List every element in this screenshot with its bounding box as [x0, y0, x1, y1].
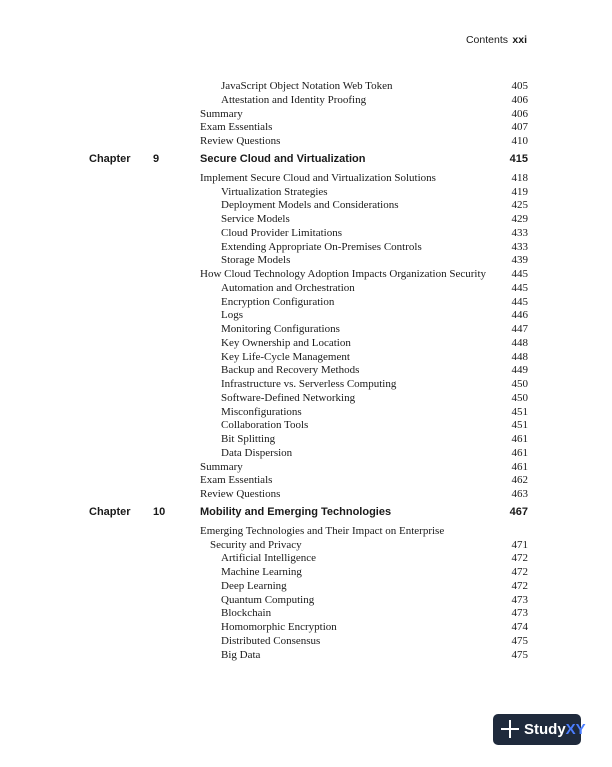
toc-entry [0, 474, 612, 488]
toc-entry [0, 172, 612, 186]
toc-entry-title: Exam Essentials [200, 474, 273, 487]
chapter-label: Chapter [89, 505, 131, 518]
toc-entry [0, 254, 612, 268]
studyxy-watermark-badge [493, 714, 586, 745]
toc-entry [0, 488, 612, 502]
toc-entry-page: 474 [511, 621, 528, 633]
toc-entry [0, 419, 612, 433]
toc-entry-title: Key Life-Cycle Management [221, 350, 350, 363]
toc-entry [0, 241, 612, 255]
toc-entry-page: 433 [511, 240, 528, 253]
toc-entry-title: Monitoring Configurations [221, 323, 340, 335]
toc-entry-page: 407 [511, 121, 528, 134]
toc-entry [0, 309, 612, 323]
toc-entry [0, 392, 612, 406]
running-head-title: Contents [465, 34, 508, 46]
toc-entry-page: 472 [511, 579, 528, 592]
toc-entry-page: 439 [511, 254, 528, 267]
toc-entry-page: 445 [511, 281, 528, 294]
toc-entry-title: Emerging Technologies and Their Impact on Enterprise [200, 524, 445, 537]
toc-entry-title: Deep Learning [221, 579, 287, 592]
toc-entry-page: 475 [511, 634, 528, 647]
toc-entry [0, 108, 612, 122]
toc-entry [0, 94, 612, 108]
toc-entry-title: Summary [200, 460, 243, 473]
toc-entry [0, 539, 612, 553]
toc-entry-page: 429 [511, 213, 528, 225]
toc-entry-title: How Cloud Technology Adoption Impacts Organization Security [200, 268, 487, 280]
toc-entry-title: Review Questions [200, 135, 281, 147]
toc-entry-title: Misconfigurations [221, 405, 302, 418]
toc-entry [0, 227, 612, 241]
toc-entry [0, 296, 612, 310]
toc-entry-page: 425 [511, 199, 528, 212]
toc-entry [0, 135, 612, 149]
toc-entry [0, 323, 612, 337]
toc-entry-page: 445 [511, 295, 528, 308]
running-head [0, 34, 612, 48]
toc-entry-title: Blockchain [221, 607, 272, 620]
toc-entry-page: 451 [511, 419, 528, 432]
toc-entry-title: Key Ownership and Location [221, 336, 351, 349]
toc-entry-page: 472 [511, 552, 528, 565]
toc-entry-page: 471 [511, 538, 528, 551]
toc-entry-title: Machine Learning [221, 566, 302, 578]
toc-entry-page: 450 [511, 378, 528, 390]
toc-entry-title: Big Data [221, 648, 261, 661]
toc-entry-page: 461 [511, 460, 528, 473]
toc-entry [0, 607, 612, 621]
toc-entry [0, 552, 612, 566]
toc-entry-title: Automation and Orchestration [221, 281, 355, 294]
toc-entry [0, 199, 612, 213]
toc-entry [0, 461, 612, 475]
toc-entry-page: 448 [511, 350, 528, 363]
toc-entry-page: 462 [511, 474, 528, 487]
toc-entry-title: Implement Secure Cloud and Virtualization Solutions [200, 171, 436, 184]
toc-entry [0, 282, 612, 296]
toc-entry-page: 473 [511, 607, 528, 620]
toc-entry-page: 418 [511, 171, 528, 184]
chapter-number: 9 [153, 152, 160, 165]
chapter-number: 10 [153, 505, 166, 518]
toc-entry-title: Data Dispersion [221, 446, 293, 459]
toc-entry [0, 594, 612, 608]
toc-entry-title: Security and Privacy [210, 538, 302, 551]
toc-entry [0, 378, 612, 392]
toc-entry-page: 447 [511, 323, 528, 335]
toc-entry-page: 472 [511, 566, 528, 578]
toc-entry [0, 635, 612, 649]
toc-entry [0, 433, 612, 447]
chapter-9-heading [0, 150, 612, 169]
toc-entry [0, 566, 612, 580]
toc-entry-title: Virtualization Strategies [221, 185, 328, 198]
toc-entry-page: 419 [511, 185, 528, 198]
toc-entry-title: Collaboration Tools [221, 419, 309, 432]
toc-entry-page: 451 [511, 405, 528, 418]
toc-entry-page: 433 [511, 226, 528, 239]
chapter-title: Secure Cloud and Virtualization [200, 152, 366, 165]
toc-entry-title: Deployment Models and Considerations [221, 199, 399, 212]
toc-entry [0, 621, 612, 635]
toc-entry-page: 463 [511, 488, 528, 500]
badge-brand [524, 721, 586, 738]
chapter-label: Chapter [89, 152, 131, 165]
toc-entry-page: 445 [511, 268, 528, 280]
toc-entry-title: Summary [200, 107, 243, 120]
badge-brand-main: Study [524, 721, 566, 738]
toc-entry-page: 405 [511, 80, 528, 92]
toc-entry [0, 364, 612, 378]
toc-entry [0, 80, 612, 94]
toc-entry [0, 525, 612, 539]
toc-entry [0, 406, 612, 420]
chapter-10-entries [0, 525, 612, 663]
toc-entry [0, 649, 612, 663]
toc-entry [0, 580, 612, 594]
toc-entry-page: 406 [511, 93, 528, 106]
chapter-10-heading [0, 503, 612, 522]
toc-entry-title: Artificial Intelligence [221, 552, 316, 565]
chapter-page: 415 [509, 152, 528, 165]
toc-entry-title: Exam Essentials [200, 121, 273, 134]
toc-entry-title: Extending Appropriate On-Premises Controls [221, 240, 422, 253]
toc-entry-title: JavaScript Object Notation Web Token [221, 80, 393, 92]
toc-entry-title: Software-Defined Networking [221, 391, 356, 404]
toc-entry [0, 213, 612, 227]
chapter-title: Mobility and Emerging Technologies [200, 505, 392, 518]
badge-brand-accent: XY [565, 721, 586, 738]
toc-entry-page: 406 [511, 107, 528, 120]
toc-entry-page: 461 [511, 433, 528, 445]
toc-entry-title: Storage Models [221, 254, 291, 267]
toc-entry [0, 337, 612, 351]
toc-entry-page: 475 [511, 648, 528, 661]
toc-entry-title: Homomorphic Encryption [221, 621, 337, 633]
toc-entry-title: Encryption Configuration [221, 295, 335, 308]
toc-entry-title: Review Questions [200, 488, 281, 500]
toc-entry-page: 450 [511, 391, 528, 404]
toc-entry-title: Distributed Consensus [221, 634, 321, 647]
toc-entry-title: Backup and Recovery Methods [221, 364, 360, 377]
toc-entry-page: 461 [511, 446, 528, 459]
toc-entry-title: Quantum Computing [221, 593, 315, 606]
running-head-page-number: xxi [512, 34, 527, 46]
toc-entry-page: 449 [511, 364, 528, 377]
table-of-contents [0, 80, 612, 662]
toc-entry-title: Logs [221, 309, 243, 322]
toc-entry-page: 410 [511, 135, 528, 147]
toc-entry [0, 121, 612, 135]
toc-entry-title: Attestation and Identity Proofing [221, 93, 367, 106]
toc-entry-page: 446 [511, 309, 528, 322]
plus-icon [501, 720, 519, 738]
chapter-9-entries [0, 172, 612, 502]
toc-entry-title: Infrastructure vs. Serverless Computing [221, 378, 397, 390]
toc-entry [0, 447, 612, 461]
toc-entry-title: Cloud Provider Limitations [221, 226, 342, 239]
toc-entry [0, 351, 612, 365]
toc-entry-page: 448 [511, 336, 528, 349]
chapter-page: 467 [509, 505, 528, 518]
toc-entry [0, 268, 612, 282]
pre-entries-list [0, 80, 612, 149]
toc-entry-title: Bit Splitting [221, 433, 276, 445]
toc-entry [0, 186, 612, 200]
toc-entry-title: Service Models [221, 213, 290, 225]
toc-entry-page: 473 [511, 593, 528, 606]
